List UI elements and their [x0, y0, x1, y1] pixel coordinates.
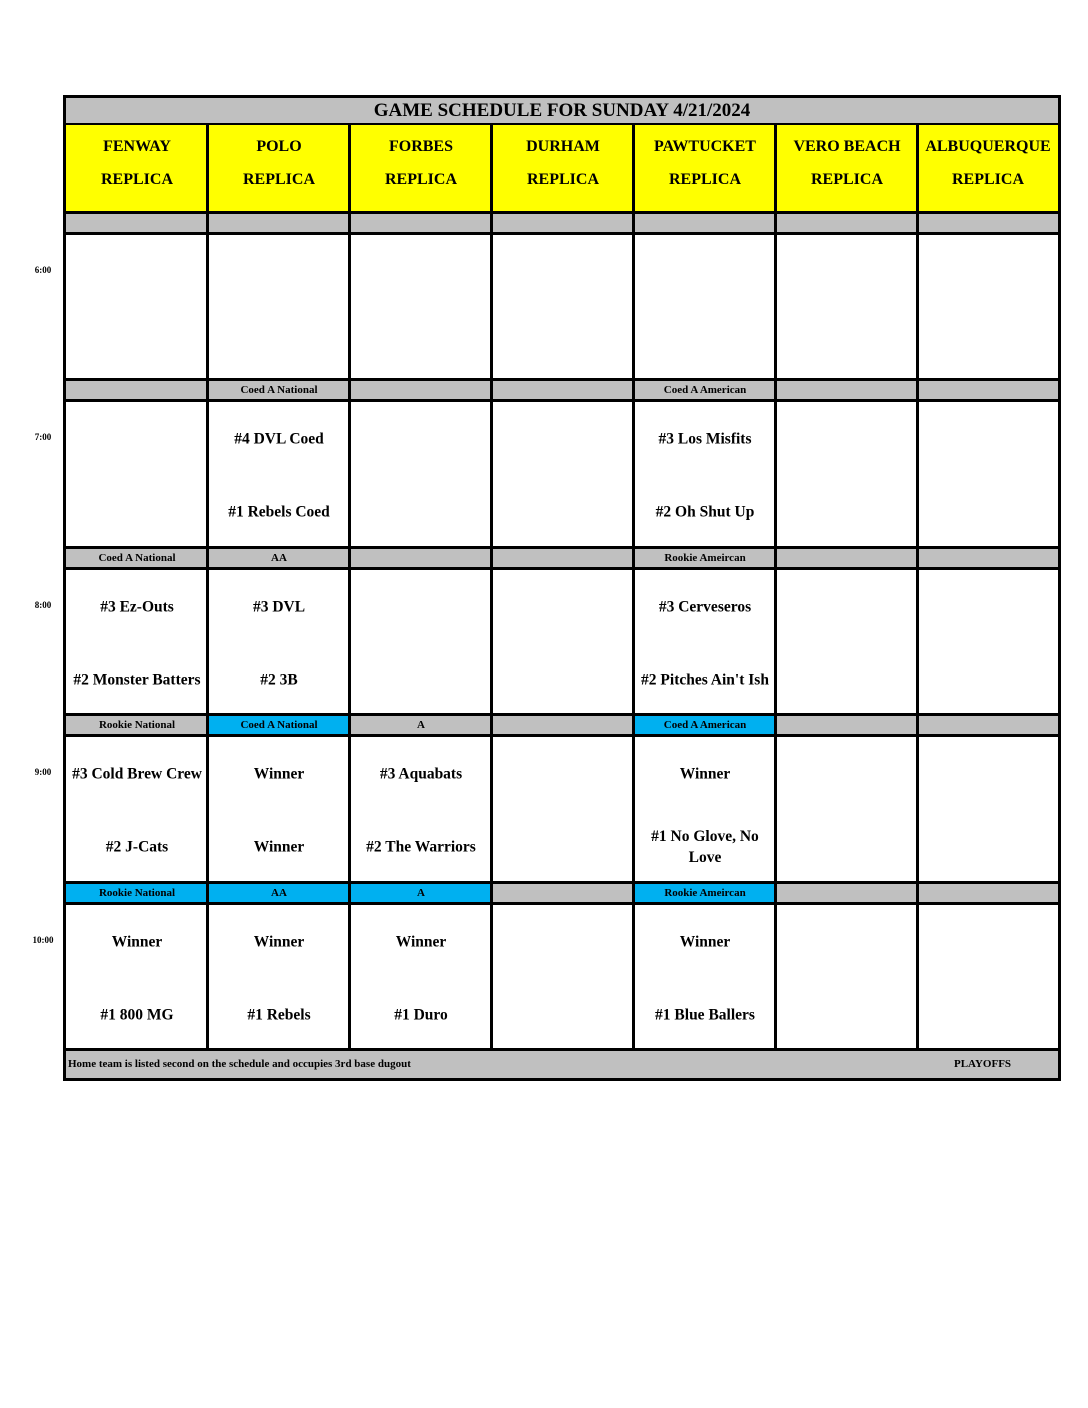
- division-label: Rookie Ameircan: [634, 883, 776, 902]
- division-label: AA: [208, 548, 350, 567]
- division-label: [66, 380, 208, 399]
- game-cell: [918, 234, 1058, 378]
- grid-line: [490, 125, 493, 1050]
- game-cell: [350, 904, 492, 1048]
- division-label: [492, 548, 634, 567]
- division-label: A: [350, 715, 492, 734]
- division-label: [492, 883, 634, 902]
- division-label: Coed A National: [208, 715, 350, 734]
- division-label: [350, 213, 492, 232]
- game-cell: [350, 234, 492, 378]
- division-label: [776, 715, 918, 734]
- away-team: #3 Los Misfits: [658, 430, 752, 448]
- division-label: [776, 548, 918, 567]
- grid-line: [66, 378, 1058, 381]
- time-label: 9:00: [34, 767, 52, 777]
- venue-header: [208, 125, 350, 211]
- grid-line: [916, 125, 919, 1050]
- home-team: #1 Rebels Coed: [228, 503, 330, 521]
- division-label: [918, 213, 1058, 232]
- away-team: Winner: [395, 933, 447, 951]
- venue-header: [918, 125, 1058, 211]
- home-team: #1 Blue Ballers: [655, 1006, 755, 1024]
- grid-line: [66, 902, 1058, 905]
- division-label: [776, 380, 918, 399]
- game-cell: [634, 234, 776, 378]
- time-label: 8:00: [34, 600, 52, 610]
- venue-header: [776, 125, 918, 211]
- division-label: [350, 548, 492, 567]
- page-title: GAME SCHEDULE FOR SUNDAY 4/21/2024: [66, 98, 1058, 125]
- venue-header: [66, 125, 208, 211]
- grid-line: [348, 125, 351, 1050]
- grid-line: [206, 125, 209, 1050]
- away-team: #3 Ez-Outs: [100, 598, 174, 616]
- game-cell: [66, 904, 208, 1048]
- grid-line: [632, 125, 635, 1050]
- away-team: Winner: [679, 933, 731, 951]
- division-label: [918, 715, 1058, 734]
- game-cell: [350, 569, 492, 713]
- division-label: Coed A National: [208, 380, 350, 399]
- venue-subtitle: REPLICA: [100, 171, 173, 188]
- footer-bar: [66, 1051, 1058, 1078]
- home-team: #2 Oh Shut Up: [655, 503, 755, 521]
- division-label: [492, 380, 634, 399]
- division-label: [776, 213, 918, 232]
- division-label: [918, 883, 1058, 902]
- grid-line: [774, 125, 777, 1050]
- division-label: [350, 380, 492, 399]
- away-team: #3 Cerveseros: [658, 598, 752, 616]
- division-label: Coed A American: [634, 715, 776, 734]
- game-cell: [66, 569, 208, 713]
- game-cell: [208, 401, 350, 545]
- home-team: #2 Pitches Ain't Ish: [641, 671, 769, 689]
- division-label: AA: [208, 883, 350, 902]
- home-team: #1 800 MG: [100, 1006, 174, 1024]
- division-label: [918, 548, 1058, 567]
- venue-header: [350, 125, 492, 211]
- division-label: [66, 213, 208, 232]
- playoffs-label: PLAYOFFS: [954, 1058, 1012, 1070]
- venue-subtitle: REPLICA: [668, 171, 741, 188]
- venue-name: DURHAM: [526, 138, 600, 155]
- away-team: #3 Cold Brew Crew: [72, 765, 202, 783]
- venue-name: VERO BEACH: [793, 138, 901, 155]
- game-cell: [634, 904, 776, 1048]
- time-label: 10:00: [32, 935, 54, 945]
- home-team: Winner: [253, 838, 305, 856]
- division-label: Rookie National: [66, 883, 208, 902]
- game-cell: [492, 569, 634, 713]
- venue-name: ALBUQUERQUE: [925, 138, 1051, 155]
- division-label: [918, 380, 1058, 399]
- venue-subtitle: REPLICA: [384, 171, 457, 188]
- away-team: Winner: [679, 765, 731, 783]
- venue-name: PAWTUCKET: [654, 138, 756, 155]
- division-label: [492, 213, 634, 232]
- grid-line: [66, 232, 1058, 235]
- division-label: [492, 715, 634, 734]
- grid-line: [66, 399, 1058, 402]
- game-cell: [350, 401, 492, 545]
- game-cell: [208, 736, 350, 880]
- game-cell: [66, 234, 208, 378]
- time-label: 7:00: [34, 432, 52, 442]
- venue-header: [634, 125, 776, 211]
- footer-note: Home team is listed second on the schedule and occupies 3rd base dugout: [68, 1058, 411, 1070]
- game-cell: [918, 904, 1058, 1048]
- game-cell: [918, 736, 1058, 880]
- division-label: Coed A American: [634, 380, 776, 399]
- game-cell: [776, 401, 918, 545]
- venue-header: [492, 125, 634, 211]
- grid-line: [66, 713, 1058, 716]
- game-cell: [208, 569, 350, 713]
- division-label: [208, 213, 350, 232]
- venue-name: FENWAY: [103, 138, 171, 155]
- game-cell: [776, 736, 918, 880]
- home-team: #2 Monster Batters: [73, 671, 201, 689]
- home-team: #1 Duro: [394, 1006, 448, 1024]
- game-cell: [776, 904, 918, 1048]
- away-team: #4 DVL Coed: [234, 430, 324, 448]
- venue-subtitle: REPLICA: [526, 171, 599, 188]
- division-label: A: [350, 883, 492, 902]
- time-label: 6:00: [34, 265, 52, 275]
- game-cell: [492, 401, 634, 545]
- division-label: Rookie National: [66, 715, 208, 734]
- game-cell: [208, 234, 350, 378]
- venue-subtitle: REPLICA: [951, 171, 1024, 188]
- venue-name: POLO: [256, 138, 302, 155]
- away-team: Winner: [253, 765, 305, 783]
- home-team: #2 J-Cats: [105, 838, 169, 856]
- venue-subtitle: REPLICA: [242, 171, 315, 188]
- game-cell: [776, 569, 918, 713]
- game-cell: [634, 736, 776, 880]
- home-team: #2 3B: [260, 671, 298, 689]
- venue-subtitle: REPLICA: [810, 171, 883, 188]
- division-label: [776, 883, 918, 902]
- away-team: #3 DVL: [252, 598, 306, 616]
- home-team: #1 Rebels: [247, 1006, 311, 1024]
- game-cell: [66, 736, 208, 880]
- game-cell: [918, 569, 1058, 713]
- grid-line: [66, 211, 1058, 214]
- game-cell: [492, 904, 634, 1048]
- grid-line: [66, 881, 1058, 884]
- game-cell: [492, 234, 634, 378]
- division-label: Coed A National: [66, 548, 208, 567]
- game-cell: [634, 569, 776, 713]
- grid-line: [66, 734, 1058, 737]
- game-cell: [492, 736, 634, 880]
- home-team: #2 The Warriors: [366, 838, 476, 856]
- division-label: [634, 213, 776, 232]
- game-cell: [208, 904, 350, 1048]
- venue-name: FORBES: [388, 138, 453, 155]
- division-label: Rookie Ameircan: [634, 548, 776, 567]
- game-cell: [350, 736, 492, 880]
- away-team: #3 Aquabats: [379, 765, 463, 783]
- grid-line: [66, 567, 1058, 570]
- game-cell: [776, 234, 918, 378]
- away-team: Winner: [111, 933, 163, 951]
- home-team: #1 No Glove, No Love: [651, 828, 759, 866]
- game-cell: [634, 401, 776, 545]
- grid-line: [66, 546, 1058, 549]
- away-team: Winner: [253, 933, 305, 951]
- game-cell: [66, 401, 208, 545]
- game-cell: [918, 401, 1058, 545]
